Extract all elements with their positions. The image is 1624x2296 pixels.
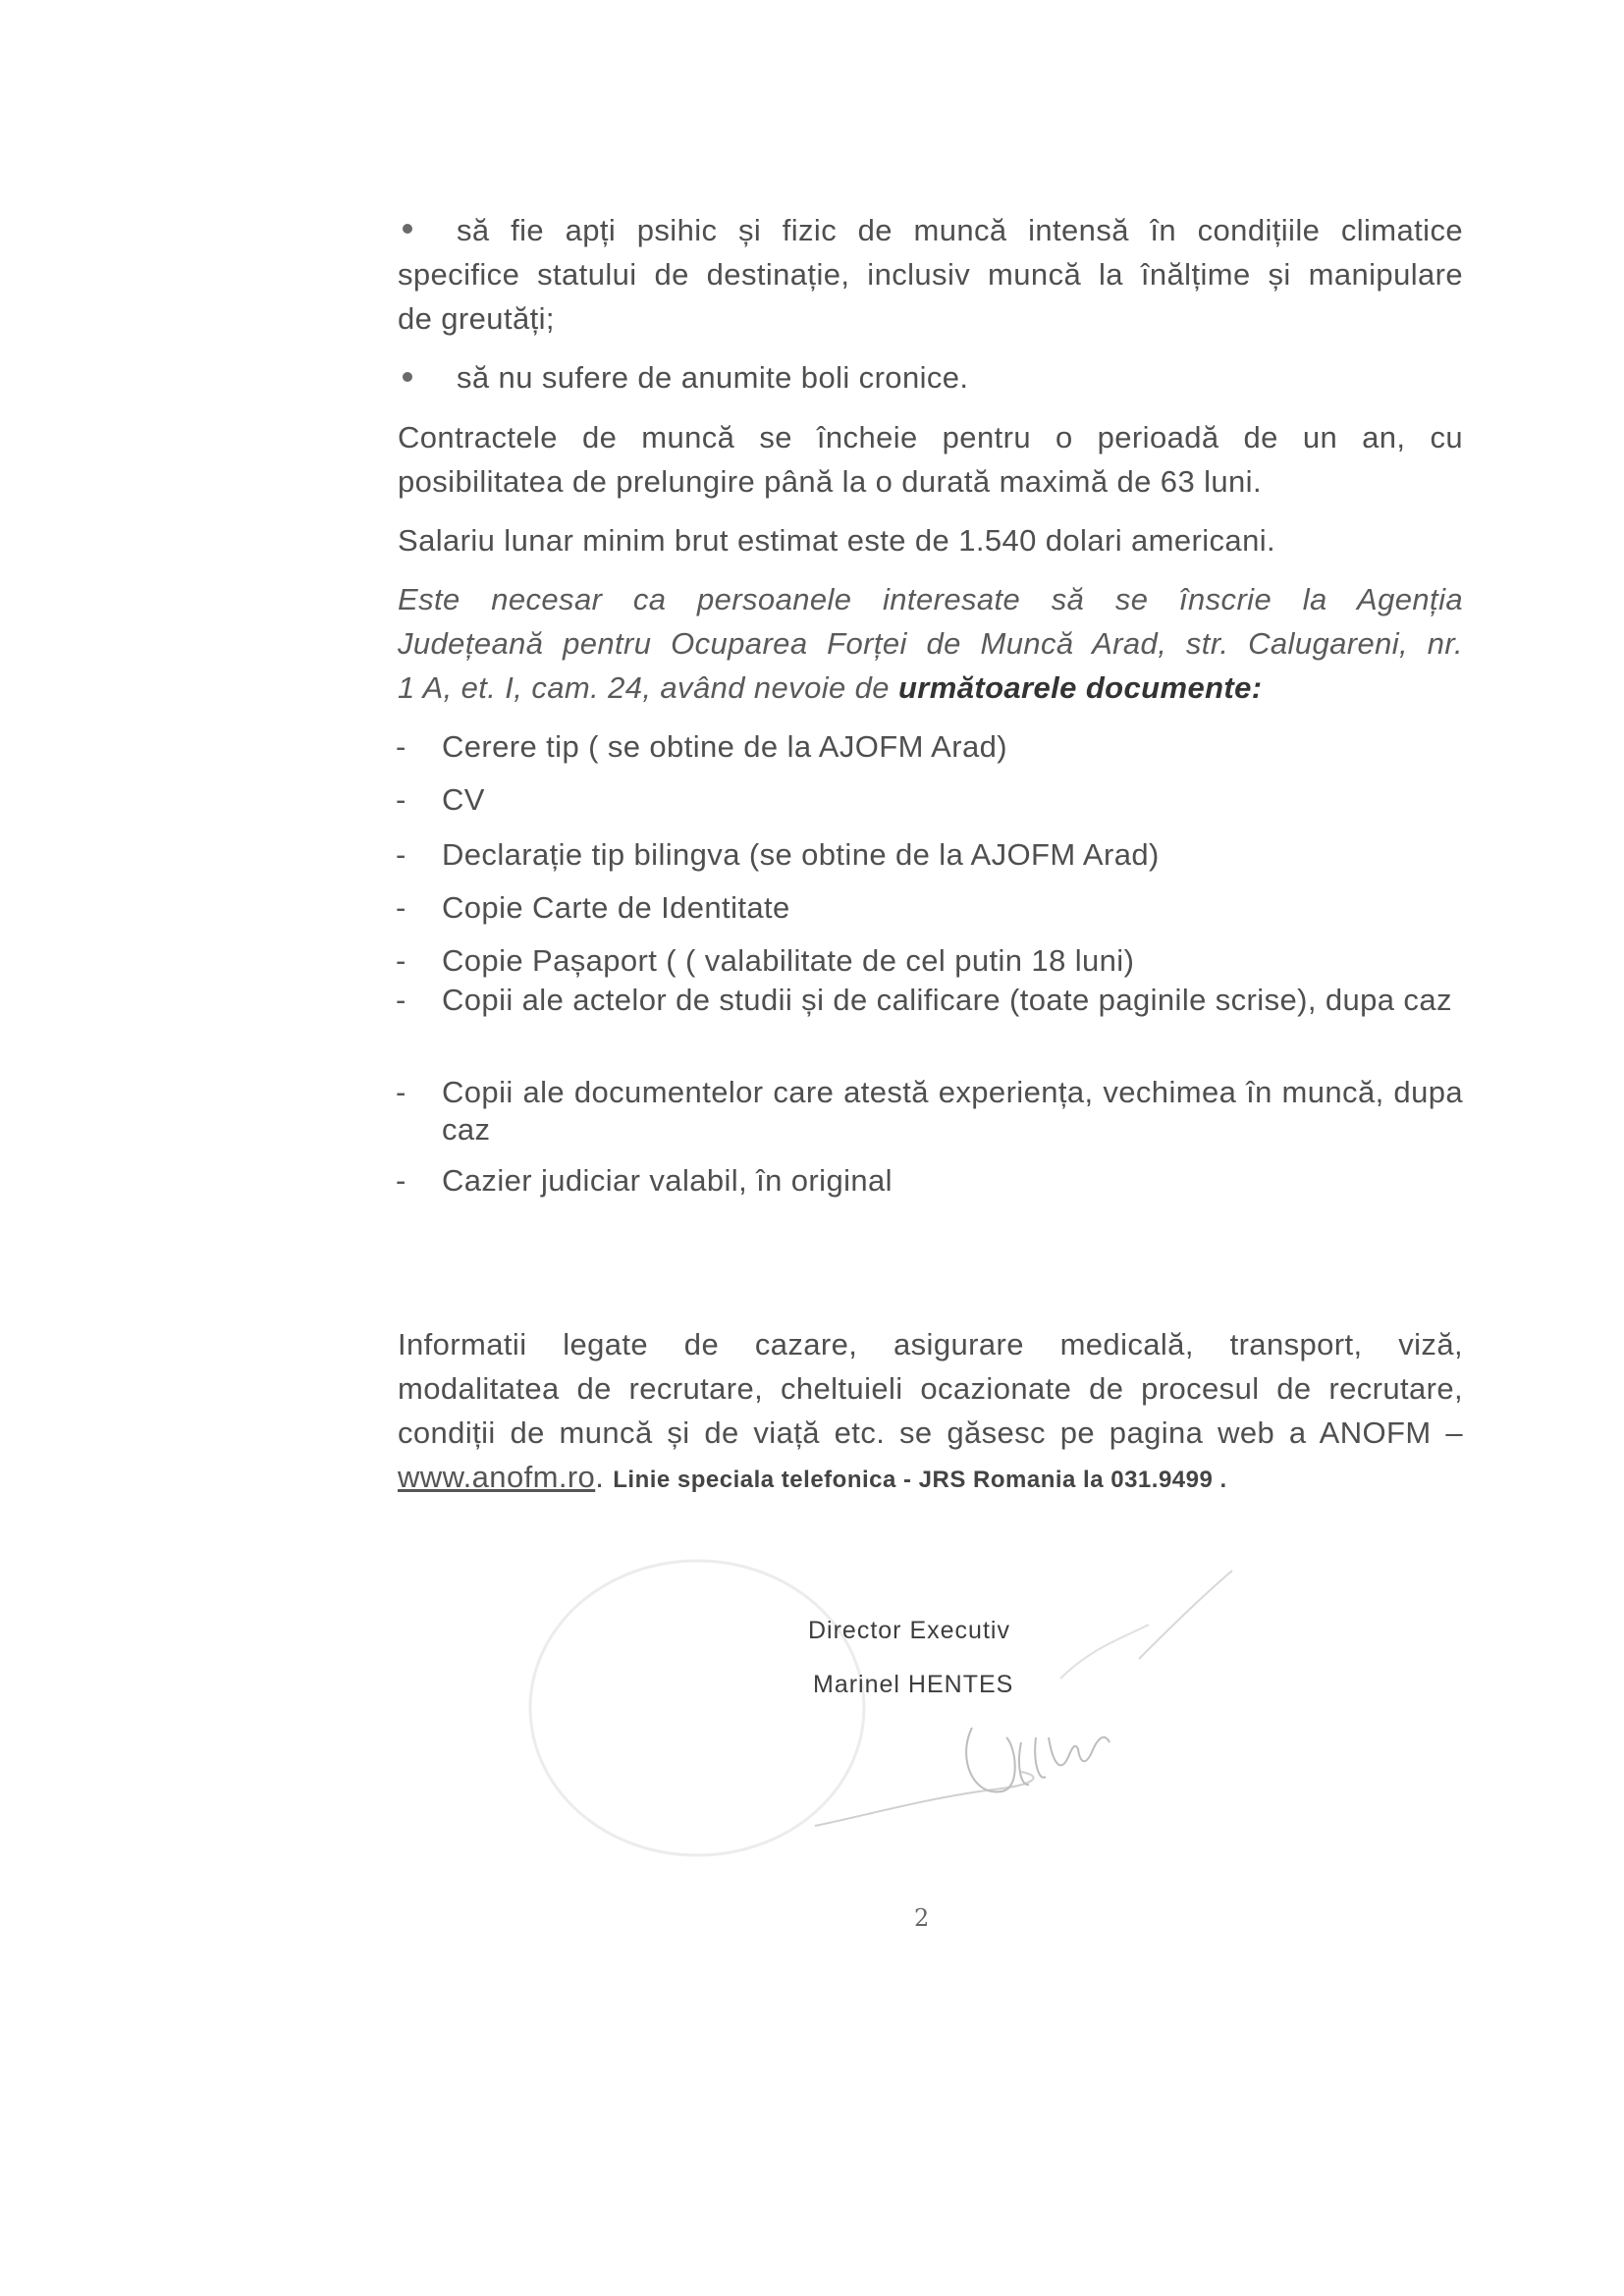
faint-stamp <box>530 1561 864 1855</box>
page-number: 2 <box>914 1904 930 1932</box>
list-dash: - <box>396 1163 406 1198</box>
list-dash: - <box>396 1075 406 1109</box>
signature-stroke <box>1060 1625 1149 1679</box>
document-item: Copie Pașaport ( ( valabilitate de cel putin 18 luni) <box>442 943 1135 978</box>
list-dash: - <box>396 943 406 978</box>
registration-line <box>398 666 1463 710</box>
bullet-text-line: să nu sufere de anumite boli cronice. <box>457 360 969 395</box>
signature-stroke <box>1139 1571 1232 1659</box>
stamp-and-signature-graphic <box>511 1531 1257 1885</box>
bullet-text-line: să fie apți psihic și fizic de muncă intensă în condițiile climatice <box>457 213 1463 247</box>
list-dash: - <box>396 890 406 925</box>
bullet-text-line: de greutăți; <box>398 301 555 336</box>
signature-stroke <box>966 1728 1110 1791</box>
info-paragraph-line: modalitatea de recrutare, cheltuieli ocazionate de procesul de recrutare, <box>398 1371 1463 1406</box>
required-documents-heading: următoarele documente: <box>897 670 1263 705</box>
link-punctuation: . <box>595 1460 614 1494</box>
info-paragraph-line <box>398 1455 1463 1502</box>
document-item: Copii ale documentelor care atestă experiența, vechimea în muncă, dupa caz <box>442 1075 1463 1147</box>
list-dash: - <box>396 782 406 817</box>
hotline-text: Linie speciala telefonica - JRS Romania la 031.9499 . <box>613 1467 1227 1493</box>
registration-line: Este necesar ca persoanele interesate să se înscrie la Agenția <box>398 582 1463 616</box>
document-item: CV <box>442 782 485 817</box>
document-item: Copie Carte de Identitate <box>442 890 790 925</box>
document-item: Copii ale actelor de studii și de calificare (toate paginile scrise), dupa caz <box>442 983 1452 1017</box>
anofm-website-link[interactable]: www.anofm.ro <box>398 1460 596 1494</box>
bullet-marker <box>403 224 412 234</box>
info-paragraph-line: condiții de muncă și de viață etc. se găsesc pe pagina web a ANOFM – <box>398 1415 1463 1450</box>
contract-paragraph-line: posibilitatea de prelungire până la o durată maximă de 63 luni. <box>398 464 1262 499</box>
list-dash: - <box>396 837 406 872</box>
info-paragraph-line: Informatii legate de cazare, asigurare medicală, transport, viză, <box>398 1327 1463 1362</box>
salary-line: Salariu lunar minim brut estimat este de 1.540 dolari americani. <box>398 523 1276 558</box>
registration-line: Județeană pentru Ocuparea Forței de Muncă Arad, str. Calugareni, nr. <box>398 626 1463 661</box>
list-dash: - <box>396 729 406 764</box>
document-item: Declarație tip bilingva (se obtine de la AJOFM Arad) <box>442 837 1160 872</box>
document-item: Cazier judiciar valabil, în original <box>442 1163 893 1198</box>
signatory-title: Director Executiv <box>808 1617 1010 1644</box>
list-dash: - <box>396 983 406 1017</box>
contract-paragraph-line: Contractele de muncă se încheie pentru o perioadă de un an, cu <box>398 420 1463 454</box>
bullet-marker <box>403 372 412 382</box>
registration-text: 1 A, et. I, cam. 24, având nevoie de <box>398 670 898 705</box>
document-item: Cerere tip ( se obtine de la AJOFM Arad) <box>442 729 1007 764</box>
bullet-text-line: specifice statului de destinație, inclusiv muncă la înălțime și manipulare <box>398 257 1463 292</box>
signature-stroke <box>815 1772 1034 1826</box>
signatory-name: Marinel HENTES <box>813 1671 1014 1698</box>
